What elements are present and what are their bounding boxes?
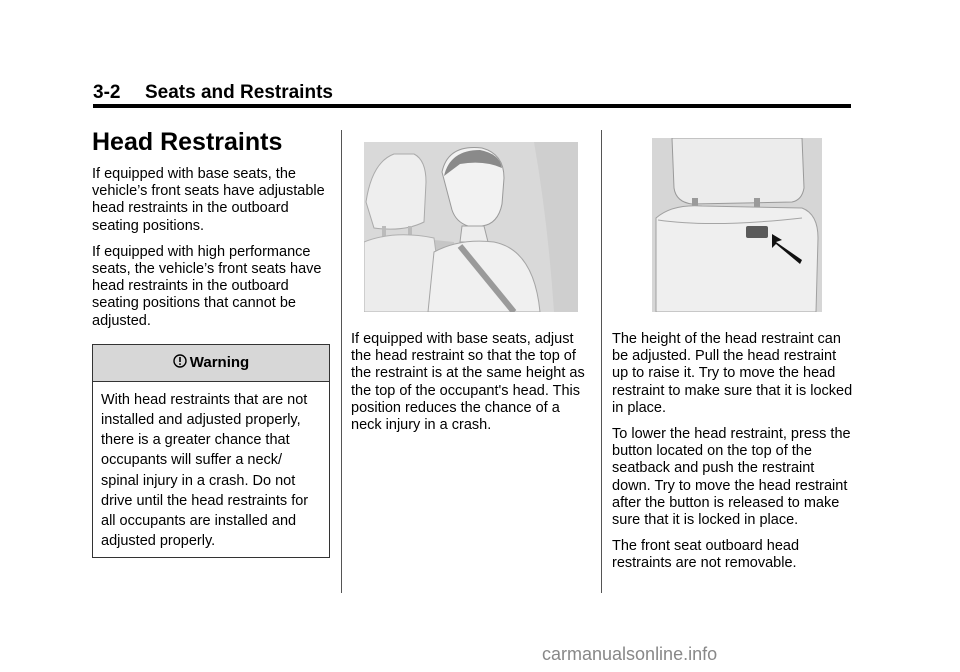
column-divider-1 bbox=[341, 130, 342, 593]
column-1 bbox=[92, 128, 332, 558]
warning-icon bbox=[173, 346, 187, 360]
warning-header bbox=[93, 345, 329, 382]
occupant-head-restraint-illustration bbox=[364, 142, 578, 312]
warning-body: With head restraints that are not installed and adjusted properly, there is a greater chance that occupants will suffer a neck/ spinal injury in a crash. Do not drive until the head restraints for all occupants are installed and adjusted properly. bbox=[101, 391, 309, 550]
watermark: carmanualsonline.info bbox=[542, 644, 718, 664]
column-2 bbox=[351, 331, 593, 443]
lower-paragraph: To lower the head restraint, press the button located on the top of the seatback and push the restraint down. Try to move the head restraint after the button is released to make sure that it is locked in place. bbox=[612, 426, 851, 529]
raise-paragraph: The height of the head restraint can be adjusted. Pull the head restraint up to raise it. Try to move the head restraint to make sure that it is locked in place. bbox=[612, 331, 853, 416]
column-3 bbox=[612, 331, 856, 582]
adjust-paragraph: If equipped with base seats, adjust the head restraint so that the top of the restraint is at the same height as the top of the occupant's head. This position reduces the chance of a neck injury in a crash. bbox=[351, 331, 585, 434]
intro-paragraph-2: If equipped with high performance seats, the vehicle’s front seats have head restraints in the outboard seating positions that cannot be adjusted. bbox=[92, 243, 322, 329]
warning-box bbox=[92, 344, 330, 559]
not-removable-paragraph: The front seat outboard head restraints are not removable. bbox=[612, 538, 800, 572]
page-header bbox=[93, 82, 333, 104]
head-restraint-button-illustration bbox=[652, 138, 822, 312]
page-number: 3-2 bbox=[93, 82, 121, 103]
header-rule bbox=[93, 104, 851, 108]
column-divider-2 bbox=[601, 130, 602, 593]
warning-title: Warning bbox=[189, 353, 250, 371]
section-title: Seats and Restraints bbox=[145, 82, 333, 103]
intro-paragraph-1: If equipped with base seats, the vehicle’s front seats have adjustable head restraints in the outboard seating positions. bbox=[92, 166, 325, 234]
page-title: Head Restraints bbox=[92, 128, 283, 156]
